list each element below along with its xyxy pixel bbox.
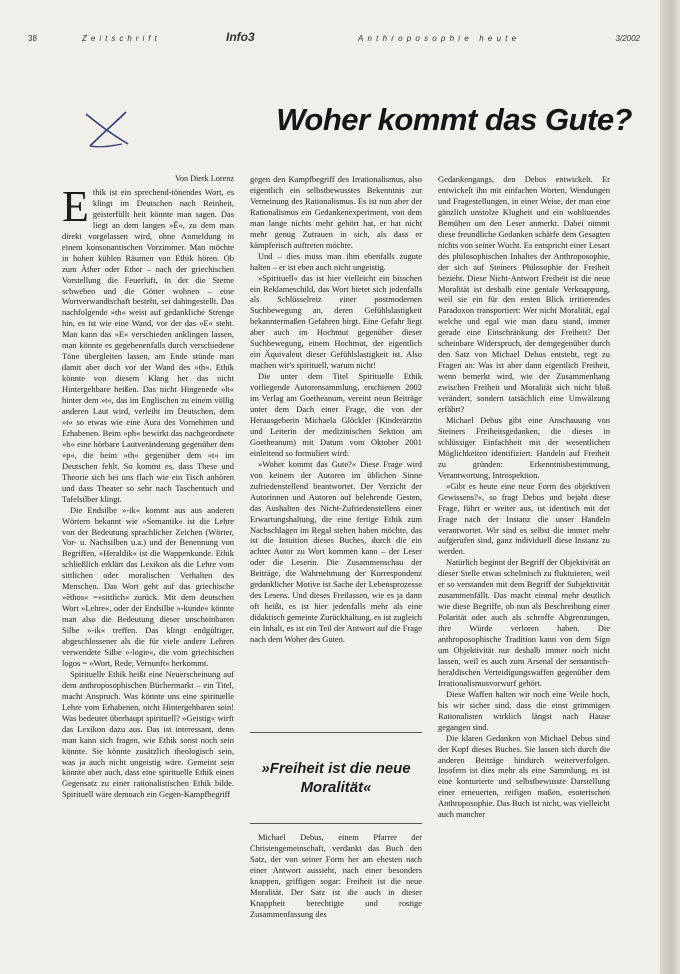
drop-cap: E <box>62 181 89 231</box>
paragraph: Ethik ist ein sprechend-tönendes Wort, es klingt im Deutschen nach Reinheit, geisterfüllt heit könnte man sagen. Das liegt an dem langen »Ē«, zu dem man direkt vorgelassen wird, ohne Anmeldung in einem konsonantischen Vorzimmer. Man möchte in hohen kühlen Räumen von Ethik hören. Ob zum Äther oder Ether – nach der griechischen Vorstellung die Feuerluft, in der die Sterne schweben und die Götter wohnen – eine Wortverwandtschaft besteht, sei dahingestellt. Das nachfolgende »th« weist auf gedankliche Strenge hin, es ist wie eine Wand, vor der das »E« steht. Man kann das »E« verschieden anklingen lassen, man könnte es gegebenenfalls durch verschiedene Töne übergleiten lassen, am Ende stünde man damit aber doch vor der Wand des »th«. Ethik könnte von diesem Klang her das nicht Hintergehbare heißen. Das nicht Hingenede »h« hinter dem »t«, das im Englischen zu einem völlig anderen Laut wird, verleiht im Deutschen, dem »t« so etwas wie eine Aura des Vornehmen und Erhabenen. Beim »ph« bewirkt das nachgeordnete »h« eine hörbare Lautveränderung gegenüber dem »p«, die beim »th« gegenüber dem »t« im Deutschen fehlt. So kommt es, dass These und Theorie sich bei uns flach wie ein Tisch anhören und dass Theater so sehr nach Taschentuch und Tafelsilber klingt. <box>62 181 234 504</box>
paragraph: Diese Waffen halten wir noch eine Weile hoch, bis wir sicher sind, dass die einst grimmigen Rationalisten wirklich längst nach Hause gegangen sind. <box>438 688 610 732</box>
author-byline: Von Dierk Lorenz <box>175 174 234 183</box>
article-title: Woher kommt das Gute? <box>276 102 632 137</box>
paragraph: »Woher kommt das Gute?« Diese Frage wird von keinem der Autoren im üblichen Sinne zufriedenstellend beantwortet. Der Verzicht der Autorinnen und Autoren auf belehrende Gesten, das Aushalten des Nicht-Zufriedenstellens einer Erwartungshaltung, die eine fertige Ethik zum Nachschlagen im Regal stehen haben möchte, das ist die Intuition dieses Buches, durch die ein achter Autor zu Wort kommen kann – der Leser oder die Leserin. Die Zusammenschau der Beiträge, die Wahrnehmung der Korrespondenz gedanklicher Motive ist Sache der Lebensprozesse des Lesens. Und dieses Freilassen, wie es ja dann oft heißt, es ist hier jedenfalls mehr als eine didaktisch gemeinte Zurückhaltung, es ist zugleich ein Inhalt, es ist ein Teil der Antwort auf die Frage nach dem Woher des Guten. <box>250 458 422 645</box>
next-page-edge <box>660 0 680 974</box>
info-label: Info3 <box>226 30 255 44</box>
paragraph: Und – dies muss man ihm ebenfalls zugute halten – er ist eben auch nicht ungeistig. <box>250 250 422 272</box>
running-header <box>28 31 654 47</box>
article-column-3 <box>438 174 610 820</box>
paragraph: »Gibt es heute eine neue Form des objektiven Gewissens?«, so fragt Debus und bejaht diese Frage, führt er weiter aus, ist identisch mit der Frage nach der Instanz die unser Handeln verantwortet. Wir sind es selbst die immer mehr aufgerufen sind, ganz individuell diese Instanz zu werden. <box>438 480 610 557</box>
pull-quote <box>250 732 422 824</box>
paragraph: Natürlich beginnt der Begriff der Objektivität an dieser Stelle etwas schelmisch zu fluktuieren, weil er so verstanden mit dem Begriff der Subjektivität zusammenfällt. Das macht einmal mehr deutlich wie diese Begriffe, ob nun als Beschreibung einer Polarität oder auch als schroffe Abgrenzungen, ihre Würde verloren haben. Die anthroposophische Tradition kann von dem Sign um Objektivität nur deshalb immer noch nicht lassen, weil es auch zum Arsenal der semantisch-heraldischen Verteidigungswaffen gegenüber dem Irrationalismusvorwurf gehört. <box>438 557 610 688</box>
paragraph: Die Endsilbe »-ik« kommt aus aus anderen Wörtern bekannt wie »Semantik« ist die Lehre von der Bedeutung sprachlicher Zeichen (Wörter, Vor- u. Nachsilben u.a.) und der Benennung von Begriffen, »Heraldik« ist die Wappenkunde. Ethik schließlich erklärt das Lexikon als die Lehre vom sittlichen oder moralischen Verhalten des Menschen. Das Wort geht auf das griechische »ēthos« =»sittlich« zurück. Mit dem deutschen Wort »Lehre«, oder der Endsilbe »-kunde« könnte man also die Bedeutung dieser unscheinbaren Silbe »-ik« treffen. Das klingt endgültiger, abgeschlossener als die für viele andere Lehren verwendete Silbe »-logie«, die vom griechischen logos = »Wort, Rede, Vernunft« herkommt. <box>62 504 234 668</box>
handwritten-x-mark <box>82 108 138 150</box>
publication-name-left: Zeitschrift <box>82 34 161 43</box>
paragraph: gegen den Kampfbegriff des Irrationalismus, also eigentlich ein selbstbewusstes Bekenntnis zur Verneinung des Rationalismus. Es ist nun aber der Rationalismus ein Gedankenexperiment, von dem man lange nichts mehr gehört hat, er hat nicht mehr genug Zutrauen in sich, als dass er kämpferisch auftreten möchte. <box>250 174 422 250</box>
paragraph: Michael Debus gibt eine Anschauung von Steiners Freiheitsgedanken, die dieses in schlüssiger Einfachheit mit der wesentlichen Möglichkeiten identifiziert. Handeln auf Freiheit zu gründen: Erkenntnisbestimmung, Verantwortung, Introspektion. <box>438 414 610 480</box>
publication-name-right: Anthroposophie heute <box>358 34 521 43</box>
paragraph: Die klaren Gedanken von Michael Debus sind der Kopf dieses Buches. Sie lassen sich durch die anderen Beiträge hindurch weiterverfolgen. Insofern ist dies mehr als eine Sammlung, es ist eine konturierte und selbstbewusste Darstellung einer erneuerten, reifigen maßen, esoterischen Anthroposophie. Das Buch ist nicht, was vielleicht auch mancher <box>438 732 610 820</box>
page-number: 38 <box>28 34 37 43</box>
pull-quote-text: »Freiheit ist die neue Moralität« <box>261 760 411 796</box>
article-column-1 <box>62 174 234 800</box>
issue-number: 3/2002 <box>615 34 640 43</box>
article-column-2-continued <box>250 832 422 920</box>
paragraph: Michael Debus, einem Pfarrer der Christengemeinschaft, verdankt das Buch den Satz, der von seiner Form her am ehesten nach einer Antwort aussieht, nach einer besonders knappen, griffigen sogar: Freiheit ist die neue Moralität. Der Satz ist die auch in dieser Knappheit berechtigte und rostige Zusammenfassung des <box>250 832 422 919</box>
paragraph: »Spirituell« das ist hier vielleicht ein bisschen ein Reklameschild, das Wort bietet sich jedenfalls als Schlüsselreiz einer postmodernen Suchbewegung an, deren Gefühlslastigkeit bekanntermaßen Gefahren birgt. Eine Gefahr liegt aber auch im Hochmut gegenüber dieser Suchbewegung, einem Hochmut, der eigentlich ein Äquivalent dieser Gefühlslastigkeit ist. Also machen wir's spirituell, warum nicht! <box>250 272 422 371</box>
paragraph: Spirituelle Ethik heißt eine Neuerscheinung auf dem anthroposophischen Büchermarkt – ein Titel, macht Anspruch. Was könnte uns eine spirituelle Lehre vom Erhabenen, nicht Hintergehbaren sein! Was bedeutet überhaupt spirituell? »Geistig« wirft das Lexikon dazu aus. Das ist interessant, denn man kann sich fragen, wie Ethik sonst noch sein könnte. Sie könnte zusätzlich theologisch sein, was ja auch nicht ungeistig wäre. Gemeint sein könnte aber auch, dass eine spirituelle Ethik einen Gegensatz zu einer rationalistischen Ethik bilde. Spirituell wäre demnach ein Gegen-Kampfbegriff <box>62 668 234 800</box>
paragraph: Die unter dem Titel Spirituelle Ethik vorliegende Autorensammlung, erschienen 2002 im Verlag am Goetheanum, vereint neun Beiträge unter dem Dach einer Frage, die von der Herausgeberin Michaela Glöckler (Kinderärztin und Leiterin der medizinischen Sektion am Goetheanum) mit Datum vom Oktober 2001 einleitend so formuliert wird: <box>250 371 422 458</box>
paragraph: Gedankengangs, den Debus entwickelt. Er entwickelt ihn mit einfachen Worten, Wendungen und Fragestellungen, in einer Weise, der man eine gänzlich unstolze Klugheit und ein wohltuendes Bemühen um den Leser anmerkt. Dabei nimmt diese freundliche Gedanken schärfe dem Gesagten nichts von seiner Wucht. Es entspricht einer Lesart des philosophischen Inhaltes der Anthroposophie, der sich auf Steiners Philosophie der Freiheit bezieht. Diese Nicht-Antwort Freiheit ist die neue Moralität ist deshalb eine geniale Verknappung, weil sie ein für den ersten Blick irritierendes Paradoxon transportiert: Wer nicht Moralität, egal welche und egal wie man dazu stand, immer gerade eine Einschränkung der Freiheit? Der scheinbare Widerspruch, der demgegenüber durch den Satz von Michael Debus entsteht, regt zu Fragen an: Was ist aber dann eigentlich Freiheit, wenn bemerkt wird, wie der Zusammenhang zwischen Freiheit und Moralität sich nicht bloß verändert, sondern tatsächlich eine Umwälzung erfährt? <box>438 174 610 415</box>
article-column-2 <box>250 174 422 702</box>
